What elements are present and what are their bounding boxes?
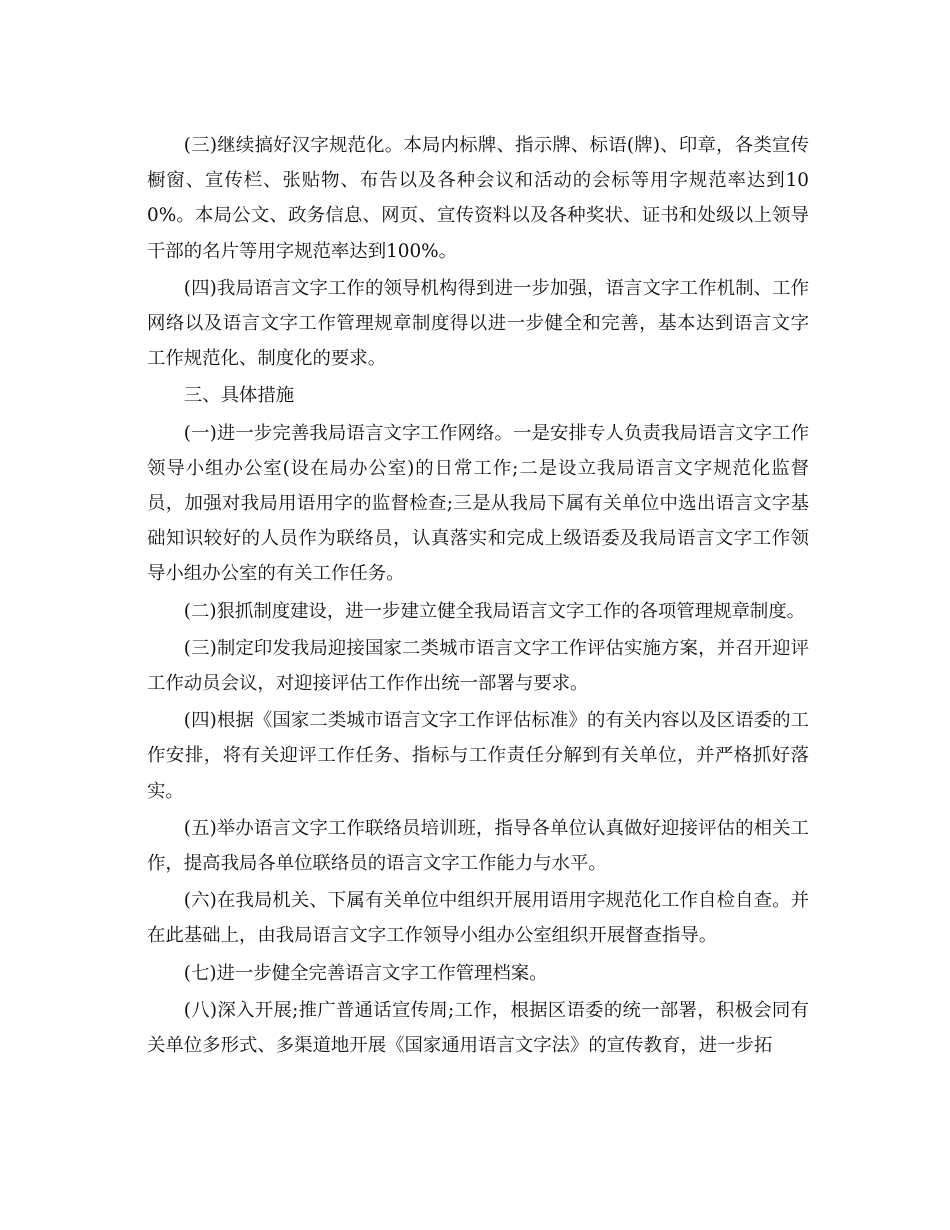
paragraph-measure-8: (八)深入开展;推广普通话宣传周;工作，根据区语委的统一部署，积极会同有关单位多形式、多渠道地开展《国家通用语言文字法》的宣传教育，进一步拓 <box>147 999 809 1057</box>
section-heading-specific-measures: 三、具体措施 <box>183 385 295 407</box>
paragraph-leadership-organization: (四)我局语言文字工作的领导机构得到进一步加强，语言文字工作机制、工作网络以及语言文字工作管理规章制度得以进一步健全和完善，基本达到语言文字工作规范化、制度化的要求。 <box>147 277 809 370</box>
paragraph-measure-4: (四)根据《国家二类城市语言文字工作评估标准》的有关内容以及区语委的工作安排，将有关迎评工作任务、指标与工作责任分解到有关单位，并严格抓好落实。 <box>147 710 809 802</box>
paragraph-measure-1: (一)进一步完善我局语言文字工作网络。一是安排专人负责我局语言文字工作领导小组办公室(设在局办公室)的日常工作;二是设立我局语言文字规范化监督员，加强对我局用语用字的监督检查;三是从我局下属有关单位中选出语言文字基础知识较好的人员作为联络员，认真落实和完成上级语委及我局语言文字工作领导小组办公室的有关工作任务。 <box>147 422 809 585</box>
paragraph-measure-3: (三)制定印发我局迎接国家二类城市语言文字工作评估实施方案，并召开迎评工作动员会议，对迎接评估工作作出统一部署与要求。 <box>147 637 809 695</box>
document-body <box>147 128 809 1065</box>
paragraph-measure-2: (二)狠抓制度建设，进一步建立健全我局语言文字工作的各项管理规章制度。 <box>183 600 806 622</box>
paragraph-measure-7: (七)进一步健全完善语言文字工作管理档案。 <box>183 962 548 984</box>
paragraph-measure-6: (六)在我局机关、下属有关单位中组织开展用语用字规范化工作自检自查。并在此基础上，由我局语言文字工作领导小组办公室组织开展督查指导。 <box>147 890 809 947</box>
paragraph-chinese-character-standardization: (三)继续搞好汉字规范化。本局内标牌、指示牌、标语(牌)、印章，各类宣传橱窗、宣传栏、张贴物、布告以及各种会议和活动的会标等用字规范率达到100%。本局公文、政务信息、网页、宣传资料以及各种奖状、证书和处级以上领导干部的名片等用字规范率达到100%。 <box>147 135 809 262</box>
paragraph-measure-5: (五)举办语言文字工作联络员培训班，指导各单位认真做好迎接评估的相关工作，提高我局各单位联络员的语言文字工作能力与水平。 <box>147 817 809 875</box>
